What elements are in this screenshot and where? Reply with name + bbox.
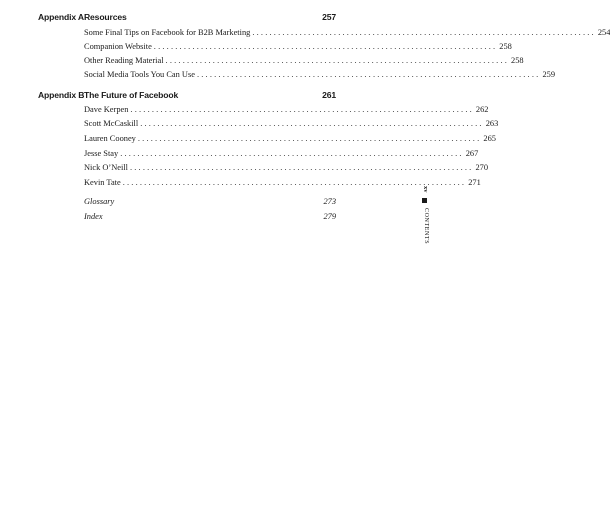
toc-entry [84,56,524,68]
toc-entry-page: 262 [475,105,489,114]
dot-leader: ................................................................................ [196,70,541,79]
square-bullet-icon [422,198,427,203]
toc-entry [84,105,489,117]
dot-leader: ................................................................................ [129,163,474,172]
toc-entry-page: 279 [323,212,336,221]
appendix-a-title: Resources [84,12,127,22]
toc-entry-page: 273 [323,197,336,206]
appendix-b-heading [38,90,336,104]
toc-entry-title: Glossary [84,197,115,206]
toc-entry [84,119,499,131]
appendix-a-heading [38,12,336,26]
toc-entry-title: Other Reading Material [84,56,164,65]
toc-entry-title: Jesse Stay [84,149,119,158]
toc-entry-page: 270 [475,163,489,172]
toc-entry [84,42,512,54]
toc-entry-page: 265 [483,134,496,143]
toc-entry-index [84,212,336,224]
dot-leader: ................................................................................ [122,178,467,187]
section-label: CONTENTS [423,208,429,245]
toc-entry-page: 259 [542,70,555,79]
toc-entry-title: Scott McCaskill [84,119,139,128]
toc-entry-glossary [84,197,336,209]
toc-entry [84,163,489,175]
toc-entry-title: Kevin Tate [84,178,121,187]
dot-leader: ................................................................................ [252,28,596,37]
toc-entry-page: 267 [465,149,479,158]
side-running-head [418,186,432,246]
dot-leader: ................................................................................ [165,56,510,65]
toc-entry-title: Lauren Cooney [84,134,136,143]
dot-leader: ................................................................................ [153,42,498,51]
dot-leader: ................................................................................ [140,119,484,128]
toc-entry-page: 258 [499,42,512,51]
appendix-a-label: Appendix A [38,12,84,22]
toc-entry [84,70,555,82]
dot-leader: ................................................................................ [130,105,474,114]
toc-entry-title: Index [84,212,103,221]
appendix-a-page: 257 [322,12,336,22]
toc-entry [84,28,610,40]
appendix-b-label: Appendix B [38,90,85,100]
appendix-b-title: The Future of Facebook [84,90,179,100]
toc-entry [84,134,496,146]
dot-leader: ................................................................................ [120,149,464,158]
toc-entry-page: 258 [511,56,524,65]
page-number-roman: xv [422,186,429,193]
toc-entry-title: Nick O’Neill [84,163,128,172]
toc-entry-page: 254 [597,28,610,37]
toc-entry-title: Social Media Tools You Can Use [84,70,195,79]
toc-entry-page: 263 [485,119,499,128]
toc-entry-title: Some Final Tips on Facebook for B2B Marketing [84,28,251,37]
appendix-b-page: 261 [322,90,336,100]
dot-leader: ................................................................................ [137,134,482,143]
toc-entry-title: Companion Website [84,42,152,51]
toc-entry [84,149,479,161]
toc-entry-page: 271 [468,178,481,187]
toc-entry-title: Dave Kerpen [84,105,129,114]
